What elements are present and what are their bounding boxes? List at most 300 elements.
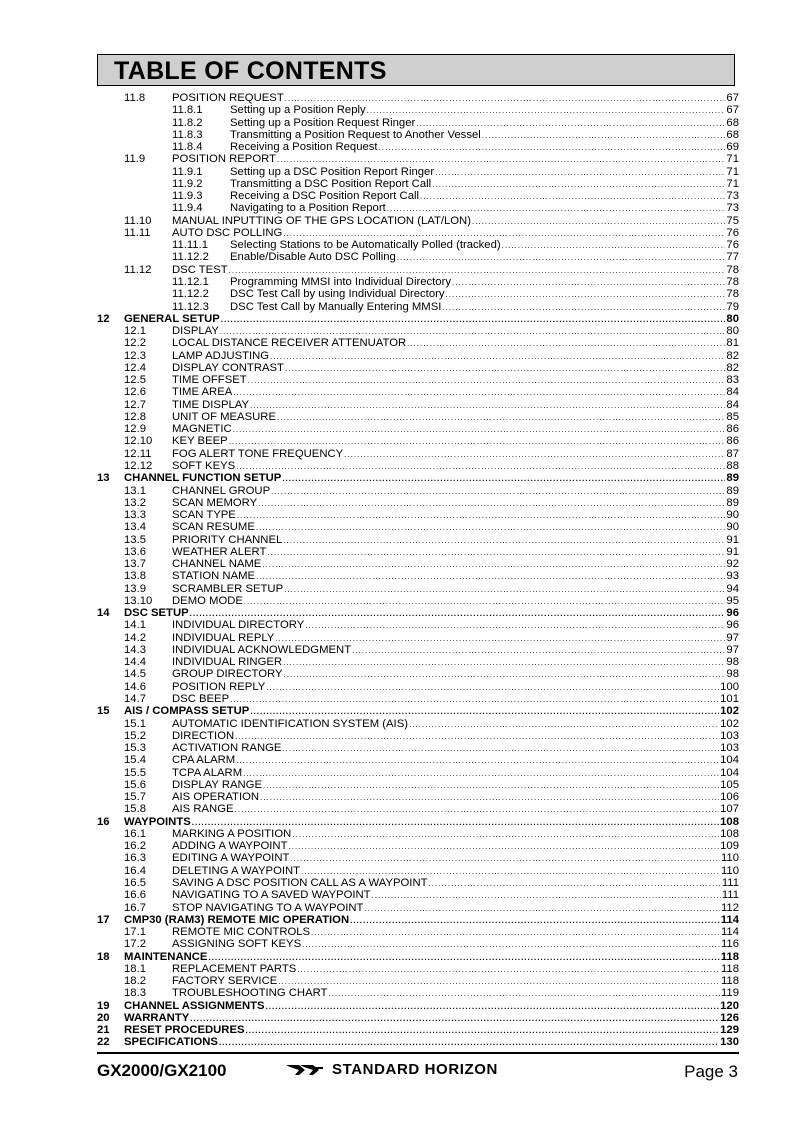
toc-entry[interactable] <box>97 325 739 337</box>
toc-entry[interactable] <box>97 546 739 558</box>
toc-entry[interactable] <box>97 754 739 766</box>
toc-entry[interactable] <box>97 779 739 791</box>
toc-entry[interactable] <box>97 742 739 754</box>
toc-entry-page: 89 <box>726 472 739 485</box>
toc-entry-page: 106 <box>720 791 739 804</box>
toc-entry[interactable] <box>97 840 739 852</box>
toc-entry-number: 13 <box>97 472 110 485</box>
toc-entry[interactable] <box>97 570 739 582</box>
footer-brand-name: STANDARD HORIZON <box>332 1061 498 1078</box>
toc-entry-title: AIS / COMPASS SETUP <box>124 705 250 718</box>
toc-entry-title: CPA ALARM <box>172 754 236 767</box>
toc-entry-page: 71 <box>726 153 739 166</box>
toc-entry[interactable] <box>97 227 739 239</box>
toc-entry[interactable] <box>97 534 739 546</box>
toc-entry-number: 11.8.2 <box>172 116 203 129</box>
toc-entry-page: 118 <box>720 962 739 975</box>
toc-entry-number: 12.1 <box>124 325 146 338</box>
toc-entry-title: CHANNEL NAME <box>172 558 262 571</box>
toc-entry-number: 20 <box>97 1011 110 1024</box>
toc-entry-page: 83 <box>726 374 739 387</box>
toc-entry-page: 130 <box>720 1036 739 1049</box>
toc-entry-title: DSC Test Call by Manually Entering MMSI <box>230 300 442 313</box>
toc-entry-number: 16.6 <box>124 889 146 902</box>
toc-entry-title: TCPA ALARM <box>172 766 243 779</box>
toc-entry[interactable] <box>97 251 739 263</box>
toc-entry-page: 77 <box>726 251 739 264</box>
toc-entry-page: 67 <box>726 92 739 104</box>
toc-entry[interactable] <box>97 166 739 178</box>
toc-entry-page: 92 <box>726 558 739 571</box>
toc-entry-title: UNIT OF MEASURE <box>172 410 276 423</box>
toc-entry[interactable] <box>97 202 739 214</box>
page-title: TABLE OF CONTENTS <box>114 57 387 85</box>
toc-entry-page: 105 <box>720 778 739 791</box>
toc-entry-page: 118 <box>720 975 739 988</box>
toc-entry[interactable] <box>97 632 739 644</box>
toc-entry-title: STATION NAME <box>172 570 256 583</box>
toc-entry[interactable] <box>97 350 739 362</box>
toc-entry-title: KEY BEEP <box>172 435 228 448</box>
toc-entry-title: SCAN TYPE <box>172 509 236 522</box>
toc-entry-title: Transmitting a Position Request to Another Vessel <box>230 128 481 141</box>
toc-entry-page: 76 <box>726 239 739 252</box>
toc-entry-page: 89 <box>726 484 739 497</box>
toc-entry-page: 102 <box>720 705 739 718</box>
toc-entry[interactable] <box>97 718 739 730</box>
toc-entry[interactable] <box>97 386 739 398</box>
toc-entry-page: 103 <box>720 742 739 755</box>
toc-entry-number: 11.8.4 <box>172 141 203 154</box>
toc-entry-number: 17.1 <box>124 926 146 939</box>
toc-entry-number: 15.3 <box>124 742 146 755</box>
toc-entry-page: 80 <box>726 325 739 338</box>
toc-entry-number: 11.9.1 <box>172 165 203 178</box>
toc-entry-title: AUTO DSC POLLING <box>172 226 283 239</box>
toc-entry-title: SPECIFICATIONS <box>124 1036 218 1049</box>
toc-entry-title: Transmitting a DSC Position Report Call <box>230 177 432 190</box>
toc-entry-title: TIME OFFSET <box>172 374 247 387</box>
toc-entry-number: 12.3 <box>124 349 146 362</box>
toc-entry-number: 14.6 <box>124 680 146 693</box>
toc-entry-number: 16 <box>97 815 110 828</box>
toc-entry-number: 14.2 <box>124 631 146 644</box>
toc-entry[interactable] <box>97 264 739 276</box>
toc-entry-page: 68 <box>726 116 739 129</box>
toc-entry-number: 16.7 <box>124 901 146 914</box>
toc-entry[interactable] <box>97 902 739 914</box>
toc-entry[interactable] <box>97 583 739 595</box>
toc-entry-number: 12.2 <box>124 337 146 350</box>
toc-entry-number: 22 <box>97 1036 110 1049</box>
toc-entry-number: 13.8 <box>124 570 146 583</box>
toc-entry-title: MAGNETIC <box>172 423 232 436</box>
toc-entry-number: 12.12 <box>124 459 153 472</box>
toc-entry-number: 21 <box>97 1024 110 1037</box>
toc-entry[interactable] <box>97 1036 739 1048</box>
toc-entry-page: 97 <box>726 631 739 644</box>
toc-entry-title: Selecting Stations to be Automatically Polled (tracked) <box>230 239 501 252</box>
toc-entry-number: 14.4 <box>124 656 146 669</box>
toc-entry[interactable] <box>97 877 739 889</box>
toc-entry-page: 111 <box>721 877 739 889</box>
table-of-contents <box>97 92 739 1049</box>
toc-entry[interactable] <box>97 865 739 877</box>
toc-entry[interactable] <box>97 301 739 313</box>
toc-entry[interactable] <box>97 485 739 497</box>
toc-entry[interactable] <box>97 104 739 116</box>
toc-entry-number: 12.7 <box>124 398 146 411</box>
toc-entry[interactable] <box>97 914 739 926</box>
toc-entry-page: 111 <box>721 889 739 902</box>
toc-entry-page: 104 <box>720 754 739 767</box>
toc-entry[interactable] <box>97 521 739 533</box>
toc-entry-title: POSITION REQUEST <box>172 92 284 104</box>
toc-entry[interactable] <box>97 656 739 668</box>
toc-entry-number: 16.3 <box>124 852 146 865</box>
toc-entry-number: 14.3 <box>124 643 146 656</box>
toc-entry[interactable] <box>97 399 739 411</box>
toc-entry-number: 17 <box>97 913 110 926</box>
toc-entry-number: 16.1 <box>124 827 146 840</box>
toc-entry-page: 81 <box>726 337 739 350</box>
toc-entry-title: CHANNEL FUNCTION SETUP <box>124 472 282 485</box>
toc-entry[interactable] <box>97 951 739 963</box>
toc-entry-page: 84 <box>726 398 739 411</box>
toc-entry-number: 12.9 <box>124 423 146 436</box>
toc-entry[interactable] <box>97 141 739 153</box>
toc-entry-number: 15.6 <box>124 778 146 791</box>
toc-entry-number: 18 <box>97 950 110 963</box>
toc-entry-page: 68 <box>726 128 739 141</box>
toc-entry-title: WARRANTY <box>124 1011 190 1024</box>
toc-entry-number: 13.10 <box>124 594 153 607</box>
toc-entry-page: 75 <box>726 214 739 227</box>
toc-entry[interactable] <box>97 423 739 435</box>
toc-entry[interactable] <box>97 644 739 656</box>
toc-entry[interactable] <box>97 190 739 202</box>
toc-entry[interactable] <box>97 767 739 779</box>
toc-entry-page: 108 <box>720 815 739 828</box>
toc-entry-number: 15.4 <box>124 754 146 767</box>
toc-entry-page: 109 <box>720 840 739 853</box>
toc-entry-number: 19 <box>97 999 110 1012</box>
toc-entry-title: LAMP ADJUSTING <box>172 349 270 362</box>
toc-entry-title: ACTIVATION RANGE <box>172 742 282 755</box>
toc-entry-title: SOFT KEYS <box>172 459 236 472</box>
toc-entry-number: 13.6 <box>124 545 146 558</box>
toc-entry[interactable] <box>97 816 739 828</box>
toc-entry[interactable] <box>97 288 739 300</box>
toc-entry-page: 86 <box>726 423 739 436</box>
toc-entry[interactable] <box>97 497 739 509</box>
toc-entry-title: Receiving a DSC Position Report Call <box>230 190 419 203</box>
toc-entry-title: TIME AREA <box>172 386 233 399</box>
toc-entry-page: 95 <box>726 594 739 607</box>
toc-entry-number: 14 <box>97 607 110 620</box>
toc-entry-page: 114 <box>720 913 739 926</box>
toc-entry[interactable] <box>97 681 739 693</box>
toc-entry-title: Receiving a Position Request <box>230 141 378 154</box>
toc-entry-number: 18.3 <box>124 987 146 1000</box>
toc-entry-title: POSITION REPORT <box>172 153 276 166</box>
toc-entry-title: Navigating to a Position Report <box>230 202 386 215</box>
toc-entry-page: 69 <box>726 141 739 154</box>
toc-entry-number: 12 <box>97 312 110 325</box>
toc-entry-number: 11.8 <box>124 92 146 104</box>
toc-entry[interactable] <box>97 889 739 901</box>
toc-entry-number: 12.5 <box>124 374 146 387</box>
toc-entry-title: POSITION REPLY <box>172 680 266 693</box>
toc-entry-page: 82 <box>726 349 739 362</box>
toc-entry-title: DISPLAY RANGE <box>172 778 262 791</box>
footer-page-number: Page 3 <box>684 1062 738 1081</box>
toc-entry-title: STOP NAVIGATING TO A WAYPOINT <box>172 901 364 914</box>
toc-entry[interactable] <box>97 828 739 840</box>
toc-entry-number: 12.10 <box>124 435 153 448</box>
toc-entry-page: 120 <box>720 999 739 1012</box>
toc-entry-title: CHANNEL GROUP <box>172 484 271 497</box>
toc-entry-number: 14.1 <box>124 619 146 632</box>
toc-entry-page: 85 <box>726 410 739 423</box>
toc-entry-title: MARKING A POSITION <box>172 827 292 840</box>
toc-entry-number: 15.8 <box>124 803 146 816</box>
toc-entry-page: 101 <box>720 693 739 706</box>
toc-entry-page: 80 <box>726 312 739 325</box>
toc-entry-title: AUTOMATIC IDENTIFICATION SYSTEM (AIS) <box>172 717 408 730</box>
toc-entry-page: 97 <box>726 643 739 656</box>
footer-model-name: GX2000/GX2100 <box>97 1061 227 1080</box>
toc-entry[interactable] <box>97 472 739 484</box>
toc-entry-title: Setting up a DSC Position Report Ringer <box>230 165 435 178</box>
footer-divider <box>97 1052 739 1054</box>
toc-entry-number: 11.8.1 <box>172 104 203 117</box>
toc-entry-page: 119 <box>720 987 739 1000</box>
toc-entry[interactable] <box>97 92 739 104</box>
toc-entry-page: 67 <box>726 104 739 117</box>
toc-entry-number: 13.5 <box>124 533 146 546</box>
toc-entry[interactable] <box>97 435 739 447</box>
toc-entry-page: 78 <box>726 275 739 288</box>
toc-entry[interactable] <box>97 938 739 950</box>
toc-entry-title: WAYPOINTS <box>124 815 191 828</box>
toc-entry-title: DSC BEEP <box>172 693 230 706</box>
toc-entry-number: 11.9.2 <box>172 177 203 190</box>
toc-entry-number: 16.5 <box>124 877 146 889</box>
toc-entry-page: 110 <box>720 852 739 865</box>
toc-entry[interactable] <box>97 607 739 619</box>
toc-entry-number: 11.12.2 <box>172 288 209 301</box>
toc-entry[interactable] <box>97 987 739 999</box>
toc-entry[interactable] <box>97 1024 739 1036</box>
toc-entry-page: 91 <box>726 533 739 546</box>
toc-entry-title: EDITING A WAYPOINT <box>172 852 290 865</box>
toc-entry-page: 114 <box>720 926 739 939</box>
toc-entry[interactable] <box>97 693 739 705</box>
toc-entry[interactable] <box>97 668 739 680</box>
toc-entry-page: 108 <box>720 827 739 840</box>
toc-entry-title: INDIVIDUAL ACKNOWLEDGMENT <box>172 643 352 656</box>
toc-entry-line <box>124 1036 739 1049</box>
toc-entry-title: MAINTENANCE <box>124 950 208 963</box>
toc-entry-title: REMOTE MIC CONTROLS <box>172 926 311 939</box>
toc-entry-title: DSC TEST <box>172 263 228 276</box>
toc-entry-title: REPLACEMENT PARTS <box>172 962 297 975</box>
toc-entry[interactable] <box>97 803 739 815</box>
toc-entry-title: PRIORITY CHANNEL <box>172 533 283 546</box>
toc-entry-page: 90 <box>726 521 739 534</box>
toc-entry-number: 12.4 <box>124 361 146 374</box>
toc-entry-title: FACTORY SERVICE <box>172 975 278 988</box>
toc-entry-number: 11.12.3 <box>172 300 209 313</box>
toc-entry[interactable] <box>97 791 739 803</box>
toc-entry-number: 18.1 <box>124 962 146 975</box>
toc-dot-leader <box>219 1037 719 1049</box>
toc-entry-page: 91 <box>726 545 739 558</box>
toc-entry-number: 15.2 <box>124 729 146 742</box>
toc-entry[interactable] <box>97 153 739 165</box>
toc-entry-title: LOCAL DISTANCE RECEIVER ATTENUATOR <box>172 337 407 350</box>
toc-entry[interactable] <box>97 730 739 742</box>
toc-entry-page: 98 <box>726 668 739 681</box>
toc-entry-page: 73 <box>726 202 739 215</box>
toc-entry[interactable] <box>97 313 739 325</box>
toc-entry-title: SCAN MEMORY <box>172 496 258 509</box>
toc-entry-title: CMP30 (RAM3) REMOTE MIC OPERATION <box>124 913 350 926</box>
toc-entry-number: 17.2 <box>124 938 146 951</box>
toc-entry-page: 78 <box>726 288 739 301</box>
toc-entry-page: 71 <box>726 165 739 178</box>
toc-entry-title: CHANNEL ASSIGNMENTS <box>124 999 265 1012</box>
toc-entry[interactable] <box>97 558 739 570</box>
footer-brand <box>286 1061 498 1078</box>
toc-entry-number: 13.1 <box>124 484 146 497</box>
toc-entry-title: DISPLAY CONTRAST <box>172 361 284 374</box>
toc-entry-number: 18.2 <box>124 975 146 988</box>
toc-entry-number: 11.9 <box>124 153 146 166</box>
toc-entry-number: 15.7 <box>124 791 146 804</box>
toc-entry[interactable] <box>97 337 739 349</box>
toc-entry-title: Setting up a Position Request Ringer <box>230 116 416 129</box>
toc-entry-page: 94 <box>726 582 739 595</box>
toc-entry-page: 107 <box>720 803 739 816</box>
toc-entry-title: NAVIGATING TO A SAVED WAYPOINT <box>172 889 371 902</box>
toc-entry-number: 11.10 <box>124 214 152 227</box>
toc-entry-page: 102 <box>720 717 739 730</box>
toc-entry-page: 93 <box>726 570 739 583</box>
toc-entry-number: 15 <box>97 705 110 718</box>
toc-entry-page: 90 <box>726 509 739 522</box>
toc-entry-page: 86 <box>726 435 739 448</box>
toc-entry[interactable] <box>97 448 739 460</box>
toc-entry[interactable] <box>97 411 739 423</box>
toc-entry[interactable] <box>97 1000 739 1012</box>
toc-entry-page: 110 <box>720 864 739 877</box>
toc-entry-number: 16.2 <box>124 840 146 853</box>
toc-entry[interactable] <box>97 117 739 129</box>
toc-entry[interactable] <box>97 595 739 607</box>
toc-entry-title: TROUBLESHOOTING CHART <box>172 987 328 1000</box>
toc-entry-number: 15.1 <box>124 717 146 730</box>
toc-entry-title: DEMO MODE <box>172 594 243 607</box>
toc-entry-page: 79 <box>726 300 739 313</box>
toc-entry[interactable] <box>97 374 739 386</box>
toc-entry[interactable] <box>97 239 739 251</box>
toc-entry-page: 87 <box>726 447 739 460</box>
toc-entry-page: 88 <box>726 459 739 472</box>
toc-entry-page: 100 <box>720 680 739 693</box>
toc-entry-title: DSC SETUP <box>124 607 189 620</box>
toc-entry-number: 11.9.3 <box>172 190 203 203</box>
toc-entry-number: 12.6 <box>124 386 146 399</box>
toc-entry-number: 12.8 <box>124 410 146 423</box>
toc-entry[interactable] <box>97 509 739 521</box>
toc-entry-number: 11.12.2 <box>172 251 209 264</box>
toc-entry-title: Programming MMSI into Individual Directory <box>230 275 451 288</box>
toc-entry-title: TIME DISPLAY <box>172 398 250 411</box>
toc-entry-title: AIS OPERATION <box>172 791 260 804</box>
toc-entry[interactable] <box>97 1012 739 1024</box>
toc-entry[interactable] <box>97 129 739 141</box>
toc-entry[interactable] <box>97 215 739 227</box>
toc-entry-title: RESET PROCEDURES <box>124 1024 245 1037</box>
toc-entry[interactable] <box>97 460 739 472</box>
toc-entry-number: 13.4 <box>124 521 146 534</box>
toc-entry-page: 96 <box>726 607 739 620</box>
toc-entry-number: 11.12.1 <box>172 275 209 288</box>
toc-entry[interactable] <box>97 619 739 631</box>
toc-entry[interactable] <box>97 178 739 190</box>
toc-entry-title: Enable/Disable Auto DSC Polling <box>230 251 396 264</box>
toc-entry-number: 11.8.3 <box>172 128 203 141</box>
toc-entry-number: 12.11 <box>124 447 152 460</box>
toc-entry-page: 71 <box>726 177 739 190</box>
toc-entry[interactable] <box>97 963 739 975</box>
toc-entry[interactable] <box>97 852 739 864</box>
toc-entry-number: 15.5 <box>124 766 146 779</box>
toc-entry-page: 84 <box>726 386 739 399</box>
toc-entry-page: 73 <box>726 190 739 203</box>
toc-entry-number: 11.11.1 <box>172 239 209 252</box>
toc-entry-number: 16.4 <box>124 864 146 877</box>
toc-entry-page: 82 <box>726 361 739 374</box>
toc-entry-title: SCAN RESUME <box>172 521 255 534</box>
toc-entry-title: INDIVIDUAL REPLY <box>172 631 275 644</box>
toc-entry[interactable] <box>97 975 739 987</box>
toc-entry-title: FOG ALERT TONE FREQUENCY <box>172 447 344 460</box>
toc-entry-title: Setting up a Position Reply <box>230 104 366 117</box>
toc-entry-number: 14.5 <box>124 668 146 681</box>
toc-entry-title: DISPLAY <box>172 325 219 338</box>
toc-entry[interactable] <box>97 362 739 374</box>
toc-entry-title: AIS RANGE <box>172 803 234 816</box>
toc-entry-page: 78 <box>726 263 739 276</box>
toc-entry-page: 126 <box>720 1011 739 1024</box>
toc-entry-page: 89 <box>726 496 739 509</box>
toc-entry-page: 129 <box>720 1024 739 1037</box>
toc-entry-number: 13.2 <box>124 496 146 509</box>
toc-entry-title: GROUP DIRECTORY <box>172 668 283 681</box>
toc-entry-page: 112 <box>720 901 739 914</box>
toc-entry[interactable] <box>97 926 739 938</box>
toc-entry-title: INDIVIDUAL DIRECTORY <box>172 619 305 632</box>
toc-entry[interactable] <box>97 705 739 717</box>
toc-entry-title: MANUAL INPUTTING OF THE GPS LOCATION (LAT/LON) <box>172 214 471 227</box>
toc-entry-title: ASSIGNING SOFT KEYS <box>172 938 302 951</box>
toc-entry-number: 13.3 <box>124 509 146 522</box>
toc-entry[interactable] <box>97 276 739 288</box>
toc-entry-number: 11.9.4 <box>172 202 203 215</box>
